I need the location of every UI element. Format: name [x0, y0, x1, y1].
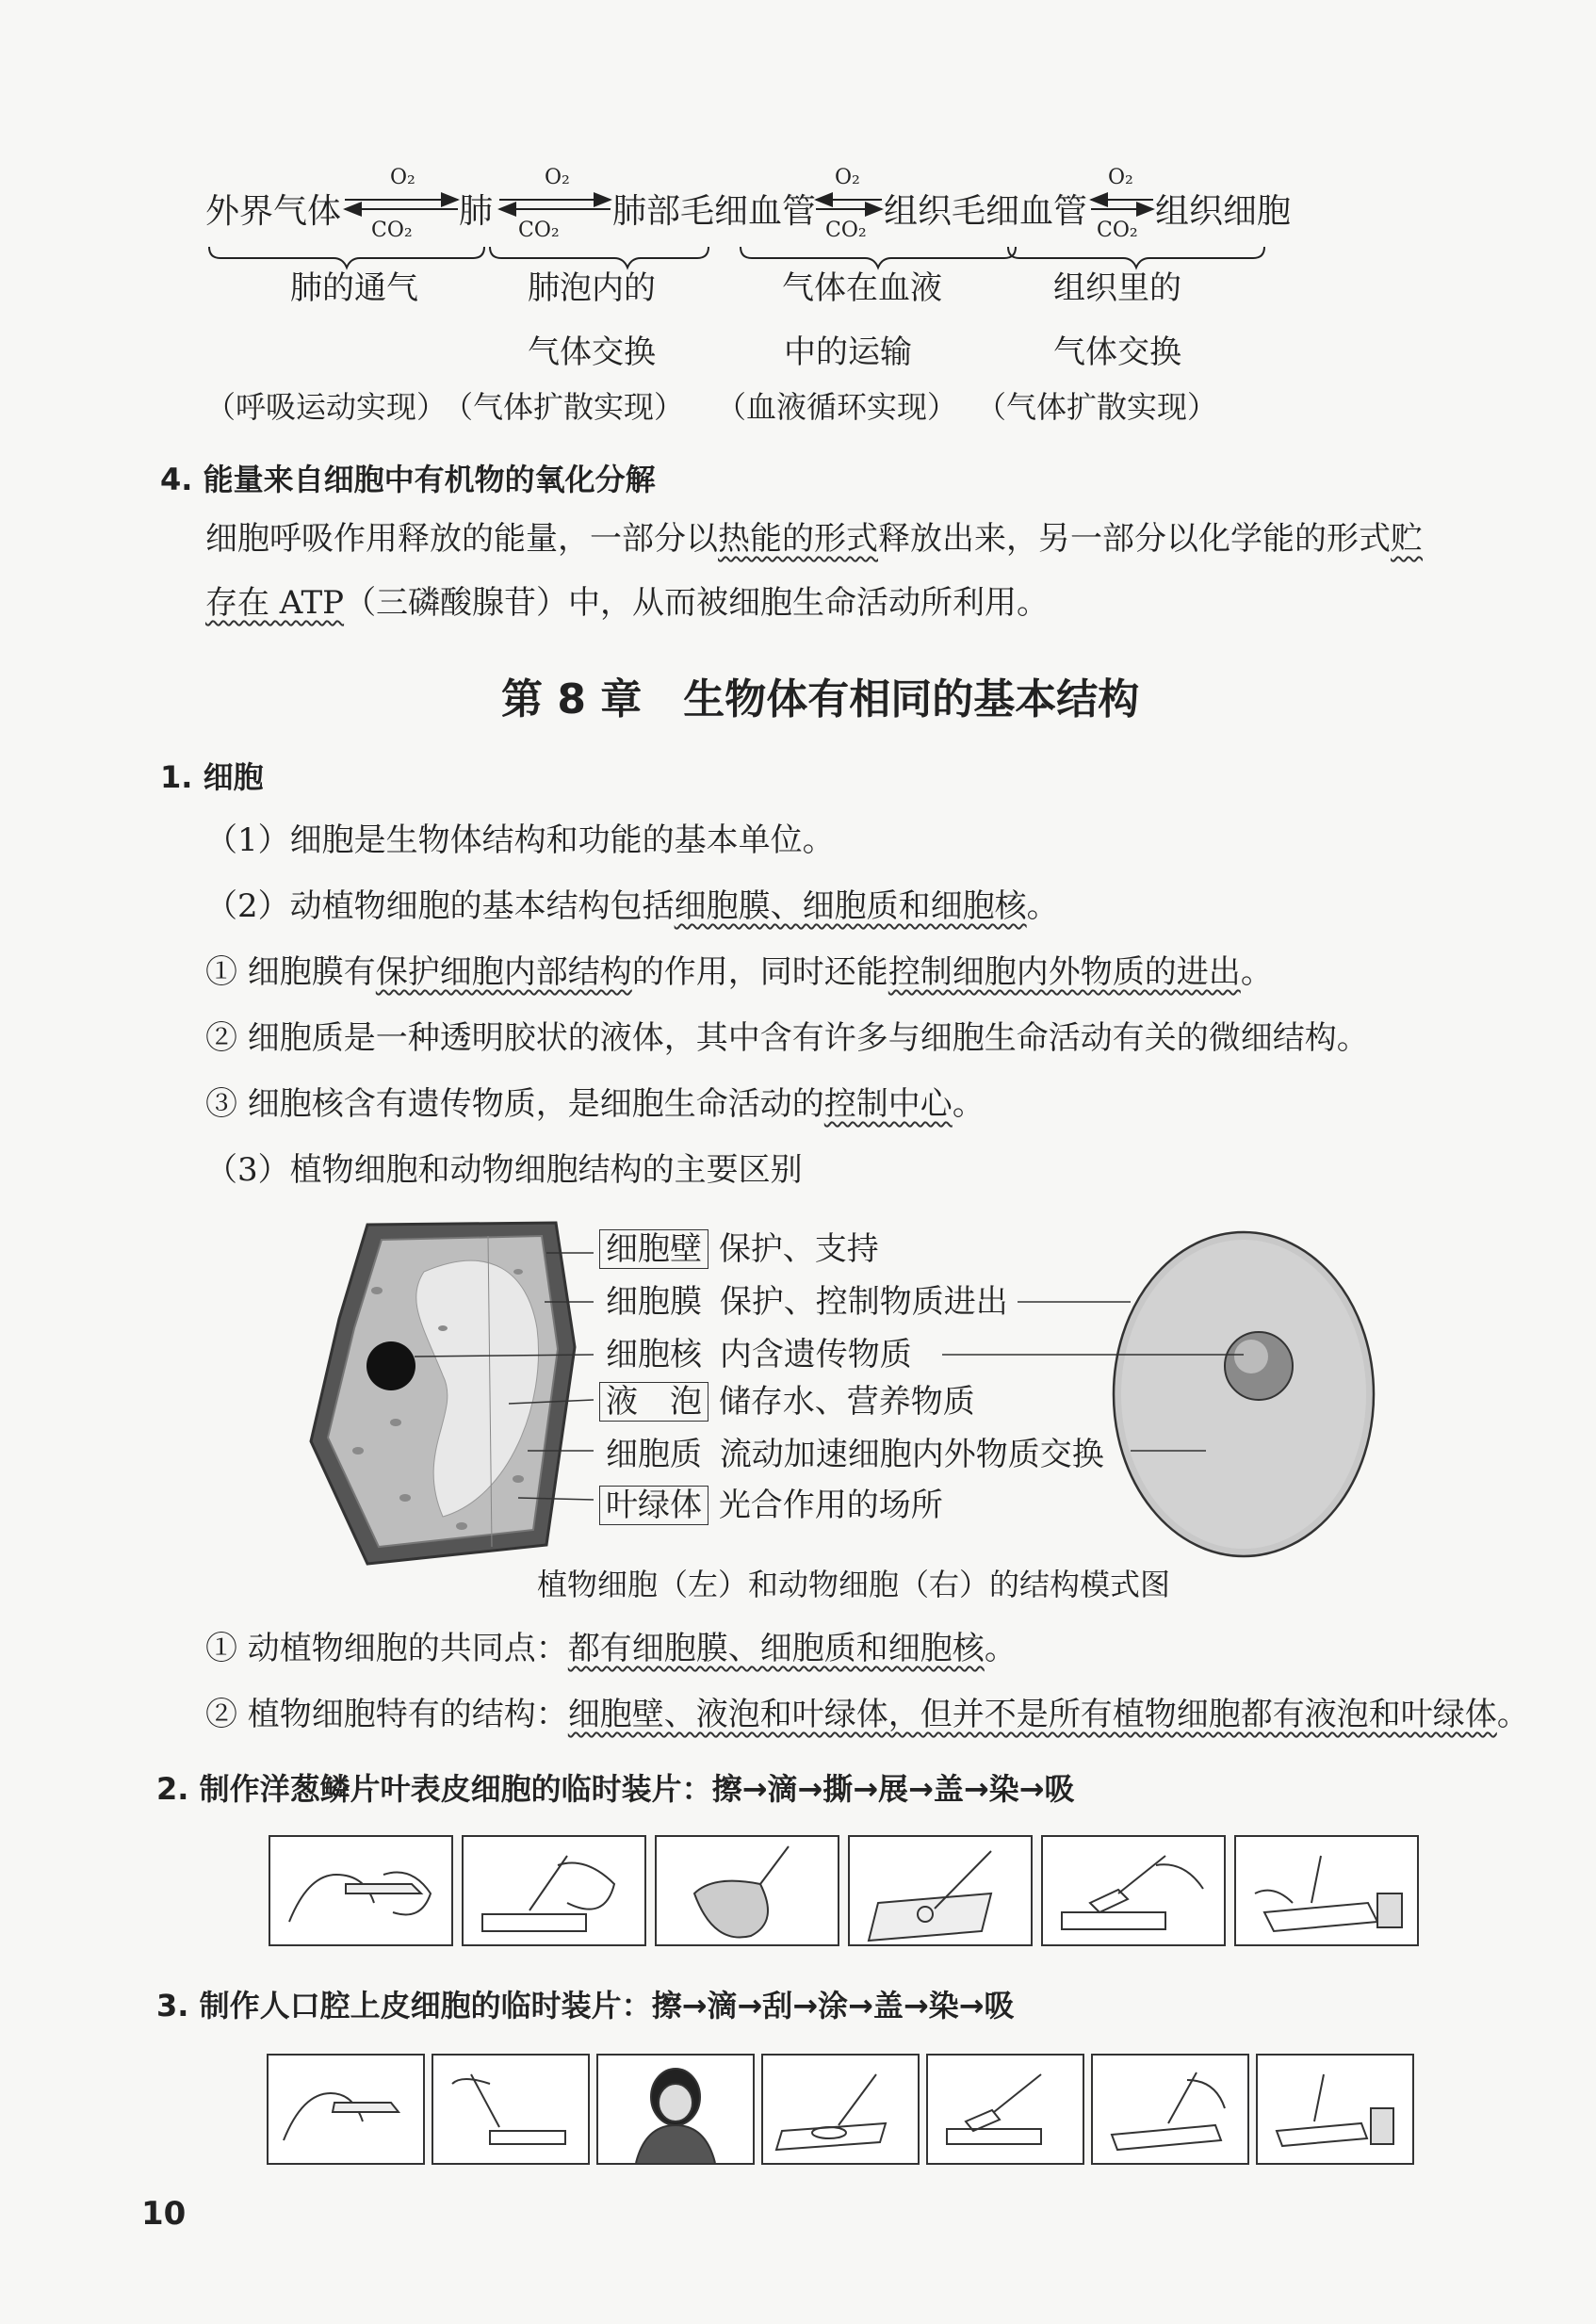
cell-membrane-point	[205, 953, 1273, 991]
stage-1-line1: 肺的通气	[290, 269, 418, 307]
flow-node-lung: 肺	[459, 192, 494, 231]
stage-3-line1: 气体在血液	[782, 269, 942, 307]
text: 的作用，同时还能	[631, 953, 888, 991]
label-desc: 储存水、营养物质	[718, 1383, 975, 1421]
label-name: 细胞核	[606, 1336, 702, 1373]
exchange-arrows	[0, 0, 1596, 301]
text: （三磷酸腺苷）中，从而被细胞生命活动所利用。	[344, 584, 1050, 622]
text: 。	[1026, 887, 1059, 925]
cell-point-2	[205, 887, 1059, 925]
label-desc: 流动加速细胞内外物质交换	[719, 1436, 1104, 1473]
figure-caption: 植物细胞（左）和动物细胞（右）的结构模式图	[537, 1567, 1171, 1602]
co2-label: CO₂	[371, 219, 413, 242]
stage-4-line1: 组织里的	[1053, 269, 1181, 307]
step-spread-illustration	[848, 1835, 1033, 1946]
page-number: 10	[141, 2195, 187, 2233]
section-3-heading: 3. 制作人口腔上皮细胞的临时装片：擦→滴→刮→涂→盖→染→吸	[156, 1988, 1015, 2023]
o2-label: O₂	[390, 166, 415, 189]
label-name: 液 泡	[599, 1382, 708, 1422]
nucleus-point	[205, 1085, 985, 1123]
label-cell-wall	[599, 1230, 879, 1268]
section-4-heading: 4. 能量来自细胞中有机物的氧化分解	[160, 462, 656, 497]
flow-node-outside-air: 外界气体	[205, 192, 342, 231]
emphasis-text: 贮	[1391, 520, 1423, 558]
emphasis-text: 保护细胞内部结构	[375, 953, 632, 991]
o2-label: O₂	[1108, 166, 1133, 189]
section-4-paragraph-line1	[205, 520, 1423, 558]
label-desc: 内含遗传物质	[719, 1336, 912, 1373]
text: 。	[984, 1630, 1017, 1667]
step-peel-illustration	[655, 1835, 839, 1946]
label-chloroplast	[599, 1487, 943, 1524]
emphasis-text: 控制细胞内外物质的进出	[888, 953, 1241, 991]
stage-4-line2: 气体交换	[1053, 333, 1181, 371]
brace	[1008, 247, 1264, 268]
chapter-title: 第 8 章 生物体有相同的基本结构	[501, 675, 1140, 723]
step-drop-illustration	[432, 2054, 590, 2165]
plant-unique-structures	[205, 1696, 1529, 1733]
step-scrape-illustration	[596, 2054, 755, 2165]
label-cytoplasm	[606, 1436, 1104, 1473]
step-stain-illustration	[1234, 1835, 1419, 1946]
emphasis-text: 都有细胞膜、细胞质和细胞核	[567, 1630, 985, 1667]
step-wipe-illustration	[267, 2054, 425, 2165]
flow-node-tissue-cell: 组织细胞	[1155, 192, 1292, 231]
stage-2-line2: 气体交换	[528, 333, 656, 371]
section-2-heading: 2. 制作洋葱鳞片叶表皮细胞的临时装片：擦→滴→撕→展→盖→染→吸	[156, 1771, 1075, 1807]
label-nucleus	[606, 1336, 912, 1373]
label-desc: 保护、支持	[718, 1230, 879, 1268]
text: 释放出来，另一部分以化学能的形式	[878, 520, 1391, 558]
stage-1-mechanism: （呼吸运动实现）	[205, 389, 448, 425]
animal-cell-illustration	[1114, 1232, 1374, 1556]
plant-nucleus	[366, 1341, 415, 1390]
cell-point-3: （3）植物细胞和动物细胞结构的主要区别	[205, 1151, 803, 1189]
text: ② 植物细胞特有的结构：	[205, 1696, 568, 1733]
text: ① 细胞膜有	[205, 953, 376, 991]
text: 。	[1496, 1696, 1529, 1733]
emphasis-text: 细胞膜、细胞质和细胞核	[674, 887, 1027, 925]
flow-node-lung-capillary: 肺部毛细血管	[612, 192, 817, 231]
emphasis-text: 热能的形式	[718, 520, 878, 558]
co2-label: CO₂	[518, 219, 560, 242]
step-cover-illustration	[1041, 1835, 1226, 1946]
brace	[490, 247, 708, 268]
emphasis-text: 细胞壁、液泡和叶绿体，但并不是所有植物细胞都有液泡和叶绿体	[567, 1696, 1497, 1733]
flow-node-tissue-capillary: 组织毛细血管	[884, 192, 1088, 231]
text: 细胞呼吸作用释放的能量，一部分以	[205, 520, 718, 558]
emphasis-text: 控制中心	[823, 1085, 953, 1123]
step-absorb-illustration	[1256, 2054, 1414, 2165]
step-drop-illustration	[462, 1835, 646, 1946]
stage-2-line1: 肺泡内的	[528, 269, 656, 307]
plant-cell-illustration	[311, 1223, 575, 1564]
section-1-heading: 1. 细胞	[160, 759, 264, 795]
stage-4-mechanism: （气体扩散实现）	[976, 389, 1218, 425]
label-desc: 光合作用的场所	[718, 1487, 943, 1524]
label-name: 细胞膜	[606, 1283, 702, 1321]
text: ① 动植物细胞的共同点：	[205, 1630, 568, 1667]
common-points	[205, 1630, 1017, 1667]
label-cell-membrane	[606, 1283, 1008, 1321]
label-desc: 保护、控制物质进出	[719, 1283, 1008, 1321]
section-4-paragraph-line2	[205, 584, 1049, 622]
co2-label: CO₂	[825, 219, 867, 242]
text: （2）动植物细胞的基本结构包括	[205, 887, 675, 925]
label-name: 细胞壁	[599, 1229, 708, 1269]
emphasis-text: 存在 ATP	[205, 584, 345, 622]
brace	[741, 247, 1016, 268]
o2-label: O₂	[835, 166, 860, 189]
step-wipe-illustration	[269, 1835, 453, 1946]
step-cover-illustration	[926, 2054, 1084, 2165]
label-name: 细胞质	[606, 1436, 702, 1473]
brace	[209, 247, 484, 268]
stage-2-mechanism: （气体扩散实现）	[443, 389, 685, 425]
stage-3-mechanism: （血液循环实现）	[716, 389, 958, 425]
step-stain-illustration	[1091, 2054, 1249, 2165]
stage-3-line2: 中的运输	[784, 333, 912, 371]
co2-label: CO₂	[1097, 219, 1138, 242]
text: 。	[952, 1085, 985, 1123]
label-name: 叶绿体	[599, 1486, 708, 1525]
o2-label: O₂	[545, 166, 570, 189]
cell-point-1: （1）细胞是生物体结构和功能的基本单位。	[205, 821, 835, 859]
text: ③ 细胞核含有遗传物质，是细胞生命活动的	[205, 1085, 824, 1123]
step-smear-illustration	[761, 2054, 920, 2165]
text: 。	[1240, 953, 1273, 991]
cytoplasm-point: ② 细胞质是一种透明胶状的液体，其中含有许多与细胞生命活动有关的微细结构。	[205, 1019, 1369, 1057]
label-vacuole	[599, 1383, 975, 1421]
